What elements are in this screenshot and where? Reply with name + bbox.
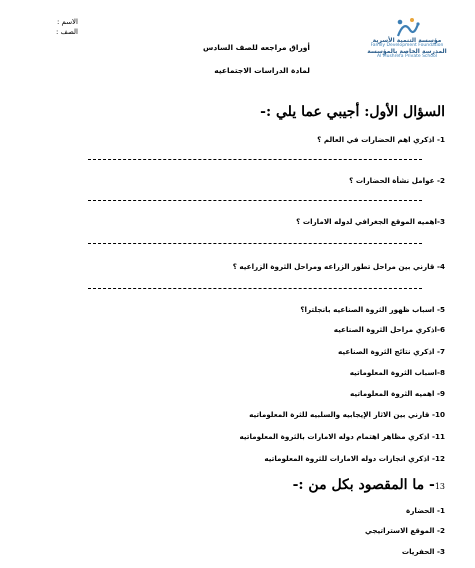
section-2-number: 13	[434, 482, 445, 491]
answer-line-4[interactable]	[88, 281, 422, 289]
term-1: 1- الحضارة	[405, 506, 445, 515]
answer-line-3[interactable]	[88, 236, 422, 244]
question-5: 5- اسباب ظهور الثروة الصناعيه بانجلترا؟	[300, 305, 445, 314]
answer-line-2[interactable]	[88, 193, 422, 201]
question-3: 3-اهميه الموقع الجغرافي لدوله الامارات ؟	[296, 217, 445, 226]
logo-school-arabic: المدرسة الخاصة بالمؤسسة	[367, 47, 447, 55]
term-2: 2- الموقع الاستراتيجي	[365, 526, 445, 535]
question-10: 10- قارني بين الاثار الإيجابيه والسلبيه للثرة المعلوماتيه	[249, 410, 445, 419]
class-label: الصف :	[56, 28, 78, 36]
section-2-title	[293, 477, 445, 493]
section-2-heading: - ما المقصود بكل من :-	[292, 477, 435, 493]
question-4: 4- قارني بين مراحل تطور الزراعه ومراحل الثروة الزراعيه ؟	[232, 262, 445, 271]
worksheet-title: أوراق مراجعه للصف السادس	[203, 43, 310, 52]
name-label: الاسم :	[56, 18, 78, 26]
question-9: 9- اهميه الثروة المعلوماتيه	[350, 389, 445, 398]
question-2: 2- عوامل نشأة الحضارات ؟	[349, 176, 445, 185]
logo-english-name: Family Development Foundation	[370, 43, 444, 49]
term-3: 3- الحفريات	[401, 547, 445, 556]
question-1: 1- اذكري اهم الحضارات في العالم ؟	[317, 135, 445, 144]
worksheet-header	[150, 43, 310, 89]
question-6: 6-اذكري مراحل الثروة الصناعيه	[333, 325, 445, 334]
subject-title: لمادة الدراسات الاجتماعيه	[214, 66, 310, 75]
question-11: 11- اذكري مظاهر اهتمام دوله الامارات بالثروة المعلوماتيه	[239, 432, 445, 441]
logo-arabic-name: مؤسسة التنمية الأسرية	[372, 37, 442, 44]
foundation-logo	[352, 16, 462, 64]
logo-school-english: Al Mushrefa Private School	[376, 54, 438, 60]
question-12: 12- اذكري انجازات دوله الامارات للثروة المعلوماتيه	[264, 454, 445, 463]
answer-line-1[interactable]	[88, 152, 422, 160]
section-1-title: السؤال الأول: أجيبي عما يلي :-	[260, 104, 445, 120]
student-info	[38, 17, 78, 37]
question-8: 8-اسباب الثروة المعلوماتيه	[349, 368, 445, 377]
question-7: 7- اذكري نتائج الثروة الصناعيه	[338, 347, 445, 356]
